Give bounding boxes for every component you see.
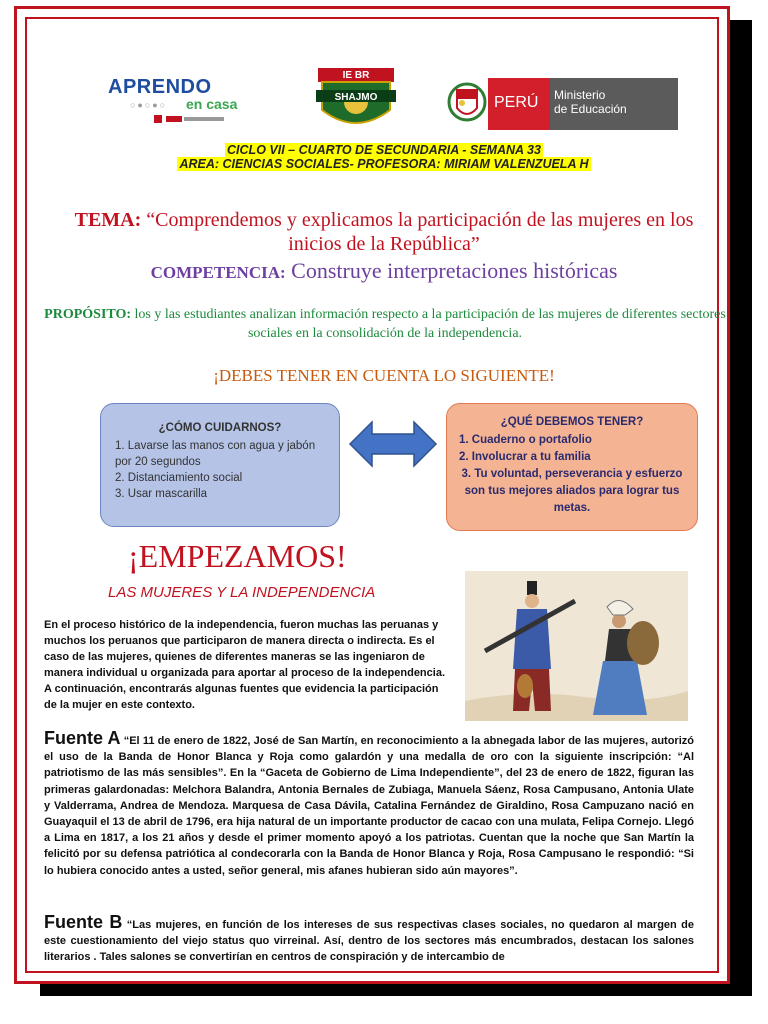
peru-coat-of-arms-icon bbox=[446, 74, 488, 134]
fuente-b-label: Fuente B bbox=[44, 912, 123, 932]
cuidarnos-box bbox=[100, 403, 340, 527]
tema-label: TEMA: bbox=[74, 209, 142, 231]
cuidarnos-item-2: 2. Distanciamiento social bbox=[115, 472, 243, 484]
cuidarnos-item-3: 3. Usar mascarilla bbox=[115, 488, 208, 500]
ministry-line1: Ministerio bbox=[554, 88, 606, 102]
fuente-a-text: “El 11 de enero de 1822, José de San Martín, en reconocimiento a la abnegada labor de las mujeres, autorizó el uso de la Banda de Honor Blanca y Roja como galardón y una medalla de oro con la siguiente inscripción: “Al patriotismo de las más sensibles”. En la “Gaceta de Gobierno de Lima Independiente”, del 23 de enero de 1822, figuran las primeras galardonadas: Melchora Balandra, Antonia Bernales de Zubiaga, Manuela Sáenz, Rosa Campusano, Antonia Ulate y Valderrama, Andrea de Mendoza. Marquesa de Casa Dávila, Catalina Fernández de Giraldino, Rosa Campuzano nació en Guayaquil el 13 de abril de 1796, era hija natural de un importante productor de cacao con una mulata, Felipa Cornejo. Llegó a Lima en 1817, a los 21 años y desde el primer momento apoyó a los patriotas. Cuentan que la noche que San Martín la felicitó por su defensa patriótica al condecorarla con la Banda de Honor Blanca y Roja, Rosa Campusano le respondió: “Si lo hubiera conocido antes a usted, señor general, mis afanes hubieran sido aún mayores”. bbox=[44, 735, 694, 877]
aprendo-en-casa-logo bbox=[78, 62, 238, 130]
competencia-heading bbox=[50, 258, 718, 284]
course-header bbox=[0, 143, 768, 171]
debemos-item-3: 3. Tu voluntad, perseverancia y esfuerzo son tus mejores aliados para lograr tus metas. bbox=[461, 468, 683, 514]
minedu-mini-logo bbox=[134, 114, 244, 124]
proposito-text: los y las estudiantes analizan información respecto a la participación de las mujeres de diferentes sectores sociales en la consolidación de la independencia. bbox=[134, 307, 726, 341]
crest-banner-text: SHAJMO bbox=[334, 92, 378, 103]
debemos-tener-title: ¿QUÉ DEBEMOS TENER? bbox=[500, 416, 644, 428]
ministry-name bbox=[554, 88, 627, 116]
intro-paragraph: En el proceso histórico de la independencia, fueron muchas las peruanas y muchos los peruanos que participaron de manera directa o indirecta. Es el caso de las mujeres, quienes de diferentes maneras se las ingeniaron de manera individual u organizada para aportar al proceso de la independencia. A continuación, encontrarás algunas fuentes que evidencia la participación de la mujer en este contexto. bbox=[44, 619, 446, 711]
tema-heading bbox=[50, 208, 718, 256]
section-title: LAS MUJERES Y LA INDEPENDENCIA bbox=[108, 584, 376, 601]
fuente-a-paragraph bbox=[44, 728, 694, 879]
debemos-tener-box bbox=[446, 403, 698, 531]
cuidarnos-item-1: 1. Lavarse las manos con agua y jabón por 20 segundos bbox=[115, 440, 316, 468]
empezamos-heading: ¡EMPEZAMOS! bbox=[128, 538, 347, 574]
tema-text: “Comprendemos y explicamos la participación de las mujeres en los inicios de la República” bbox=[146, 209, 694, 255]
competencia-text: Construye interpretaciones históricas bbox=[291, 258, 618, 283]
competencia-label: COMPETENCIA: bbox=[150, 263, 286, 282]
proposito-paragraph bbox=[40, 305, 730, 343]
school-crest-icon bbox=[296, 66, 416, 136]
area-text: AREA: CIENCIAS SOCIALES- PROFESORA: MIRIAM VALENZUELA H bbox=[179, 157, 589, 171]
ministerio-educacion-logo bbox=[428, 72, 672, 140]
debemos-item-1: 1. Cuaderno o portafolio bbox=[459, 434, 592, 446]
aprendo-text: APRENDO bbox=[108, 76, 212, 98]
debes-heading: ¡DEBES TENER EN CUENTA LO SIGUIENTE! bbox=[213, 366, 555, 385]
fuente-a-label: Fuente A bbox=[44, 728, 121, 748]
debemos-item-2: 2. Involucrar a tu familia bbox=[459, 451, 591, 463]
peru-label: PERÚ bbox=[488, 78, 550, 130]
crest-top-text: IE BR bbox=[342, 70, 370, 81]
en-casa-text: en casa bbox=[186, 96, 238, 112]
fuente-b-text: “Las mujeres, en función de los intereses de sus respectivas clases sociales, no quedaron al margen de este cuestionamiento del viejo status quo virreinal. Así, dentro de los sectores más encumbrados, destacan los salones literarios . Tales salones se convertirían en centros de conspiración y de intercambio de bbox=[44, 919, 694, 964]
proposito-label: PROPÓSITO: bbox=[44, 307, 132, 322]
historical-painting-image bbox=[465, 571, 688, 721]
ministry-line2: de Educación bbox=[554, 102, 627, 116]
cuidarnos-title: ¿CÓMO CUIDARNOS? bbox=[158, 422, 282, 434]
double-arrow-icon bbox=[348, 420, 438, 468]
ciclo-text: CICLO VII – CUARTO DE SECUNDARIA - SEMANA 33 bbox=[227, 143, 541, 157]
aprendo-dots: ○●○●○ bbox=[130, 100, 168, 110]
fuente-b-paragraph bbox=[44, 912, 694, 966]
